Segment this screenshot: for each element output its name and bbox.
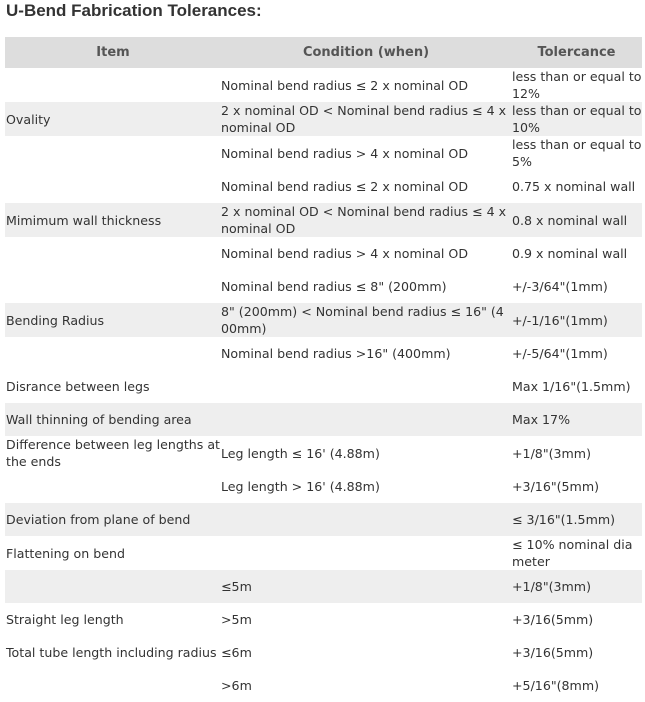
table-row: [5, 68, 642, 102]
condition-cell: 2 x nominal OD < Nominal bend radius ≤ 4 x nominal OD: [221, 102, 511, 136]
tolerance-cell: +5/16"(8mm): [512, 678, 600, 693]
item-cell: Deviation from plane of bend: [5, 503, 221, 536]
tolerance-cell: +/-5/64"(1mm): [512, 346, 608, 361]
tolerance-cell: ≤ 10% nominal diameter: [512, 537, 633, 569]
condition-cell: Nominal bend radius ≤ 8" (200mm): [221, 279, 447, 294]
table-row: [5, 603, 642, 636]
tolerance-cell: +3/16(5mm): [512, 612, 594, 627]
condition-cell: Leg length > 16' (4.88m): [221, 479, 380, 494]
condition-cell: 8" (200mm) < Nominal bend radius ≤ 16" (400mm): [221, 303, 511, 337]
condition-cell: >6m: [221, 678, 252, 693]
condition-cell: Nominal bend radius ≤ 2 x nominal OD: [221, 179, 469, 194]
tolerance-cell: Max 1/16"(1.5mm): [512, 379, 631, 394]
item-cell: [5, 337, 221, 370]
table-row: [5, 536, 642, 570]
condition-cell: [221, 403, 511, 436]
item-cell: Disrance between legs: [6, 379, 150, 394]
item-cell: [5, 570, 221, 603]
table-row: [5, 570, 642, 603]
tolerance-cell: ≤ 3/16"(1.5mm): [511, 503, 642, 536]
condition-cell: Nominal bend radius ≤ 2 x nominal OD: [221, 77, 469, 93]
tolerance-cell: less than or equal to 12%: [512, 69, 642, 101]
item-cell: Total tube length including radius: [6, 645, 217, 660]
table-row: [5, 303, 642, 337]
item-cell: [5, 270, 221, 303]
table-row: [5, 270, 642, 303]
table-row: [5, 436, 642, 470]
tolerance-cell: less than or equal to 10%: [512, 103, 642, 135]
header-condition: Condition (when): [221, 37, 511, 68]
table-row: [5, 170, 642, 203]
table-row: [5, 203, 642, 237]
condition-cell: ≤5m: [221, 570, 511, 603]
item-cell: Bending Radius: [5, 303, 221, 337]
table-row: [5, 136, 642, 170]
table-row: [5, 370, 642, 403]
item-cell: Mimimum wall thickness: [5, 203, 221, 237]
table-row: [5, 636, 642, 669]
table-row: [5, 102, 642, 136]
header-item: Item: [5, 37, 221, 68]
table-row: [5, 669, 642, 702]
tolerance-cell: 0.9 x nominal wall: [512, 246, 628, 261]
page-title: U-Bend Fabrication Tolerances:: [6, 1, 262, 20]
item-cell: [5, 68, 221, 102]
condition-cell: 2 x nominal OD < Nominal bend radius ≤ 4 x nominal OD: [221, 203, 511, 237]
condition-cell: >5m: [221, 612, 252, 627]
tolerance-cell: +3/16"(5mm): [512, 479, 600, 494]
tolerance-cell: 0.75 x nominal wall: [512, 179, 636, 194]
item-cell: [5, 170, 221, 203]
table-row: [5, 503, 642, 536]
table-row: [5, 470, 642, 503]
condition-cell: Nominal bend radius >16" (400mm): [221, 346, 451, 361]
table-row: [5, 337, 642, 370]
condition-cell: ≤6m: [221, 645, 252, 660]
condition-cell: Nominal bend radius > 4 x nominal OD: [221, 246, 469, 261]
condition-cell: Nominal bend radius > 4 x nominal OD: [221, 145, 469, 161]
item-cell: Straight leg length: [6, 612, 124, 627]
item-cell: Wall thinning of bending area: [5, 403, 221, 436]
item-cell: [5, 237, 221, 270]
condition-cell: [221, 370, 511, 403]
tolerance-cell: +1/8"(3mm): [512, 445, 591, 461]
condition-cell: [221, 503, 511, 536]
table-row: [5, 403, 642, 436]
tolerance-cell: +1/8"(3mm): [511, 570, 642, 603]
tolerance-cell: +/-1/16"(1mm): [511, 303, 642, 337]
tolerance-cell: +/-3/64"(1mm): [512, 279, 608, 294]
table-header-row: [5, 37, 642, 68]
item-cell: Flattening on bend: [6, 545, 125, 561]
header-tolerance: Tolercance: [511, 37, 642, 68]
tolerance-cell: 0.8 x nominal wall: [511, 203, 642, 237]
tolerance-cell: Max 17%: [511, 403, 642, 436]
condition-cell: Leg length ≤ 16' (4.88m): [221, 445, 380, 461]
condition-cell: [221, 536, 511, 570]
item-cell: [5, 669, 221, 702]
tolerance-cell: less than or equal to 5%: [512, 137, 642, 169]
table-row: [5, 237, 642, 270]
tolerance-table: [5, 37, 642, 702]
item-cell: [5, 136, 221, 170]
item-cell: Ovality: [5, 102, 221, 136]
tolerance-cell: +3/16(5mm): [512, 645, 594, 660]
item-cell: [5, 470, 221, 503]
item-cell: Difference between leg lengths at the ends: [6, 437, 220, 469]
